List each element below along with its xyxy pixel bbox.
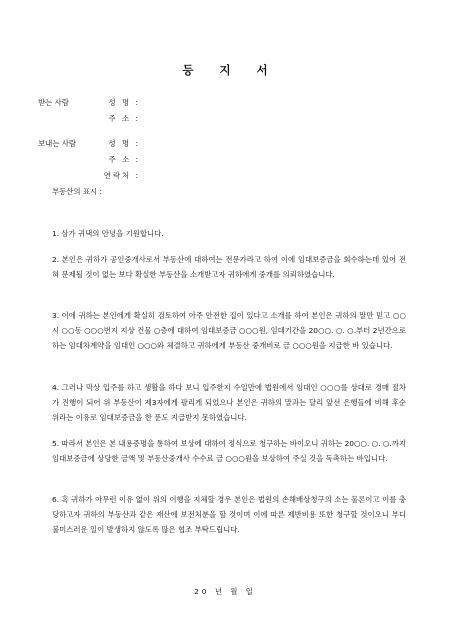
property-label: 부동산의 표시 : xyxy=(52,187,103,196)
document-title: 등 지 서 xyxy=(182,63,279,77)
recipient-name-label: 성 명 : xyxy=(108,98,140,107)
sender-contact-label: 연락처 : xyxy=(103,171,140,180)
sender-name-label: 성 명 : xyxy=(108,139,140,148)
paragraph-4: 4. 그러나 막상 입주를 하고 생활을 하다 보니 입주한지 수일만에 법원에서 임대인 ○○○를 상대로 경매 절차가 진행이 되어 위 부동산이 제3자에게 팔리게 되었으나 본인은 귀하의 말과는 달리 앞선 은행들에 비해 후순위라는 이유로 임대보증금을 한 푼도 지급받지 못하였습니다. xyxy=(52,383,406,423)
sender-address-label: 주 소 : xyxy=(108,155,140,164)
date-line: 20 년 월 일 xyxy=(194,587,256,596)
paragraph-1: 1. 삼가 귀댁의 안녕을 기원합니다. xyxy=(52,229,164,238)
recipient-role-label: 받는 사람 xyxy=(38,98,69,107)
paragraph-6: 6. 혹 귀하가 아무런 이유 없이 위의 이행을 지체할 경우 본인은 법원의 손해배상청구의 소는 물론이고 이를 충당하고자 귀하의 부동산과 같은 재산에 보전처분을 할 것이며 이에 따른 제반비용 또한 청구할 것이오니 부디 불미스러운 일이 발생하지 않도록 많은 협조 부탁드립니다. xyxy=(52,495,406,535)
paragraph-2: 2. 본인은 귀하가 공인중개사로서 부동산에 대하여는 전문가라고 하여 이에 임대보증금을 회수하는데 있어 전혀 문제될 것이 없는 보다 확실한 부동산을 소개받고자 귀하에게 중개를 의뢰하였습니다. xyxy=(52,255,406,280)
paragraph-5: 5. 따라서 본인은 본 내용증명을 통하여 보상에 대하여 정식으로 청구하는 바이오니 귀하는 20○○. ○. ○.까지 임대보증금에 상당한 금액 및 부동산중개사 수수료 금 ○○○원을 보상하여 주실 것을 독촉하는 바입니다. xyxy=(52,439,406,464)
sender-role-label: 보내는 사람 xyxy=(38,139,77,148)
paragraph-3: 3. 이에 귀하는 본인에게 확실히 검토하여 아주 안전한 집이 있다고 소개를 하여 본인은 귀하의 말만 믿고 ○○시 ○○동 ○○○번지 지상 건물 ○층에 대하여 임대보증금 ○○○원, 임대기간을 20○○. ○. ○.부터 2년간으로 하는 임대차계약을 임대인 ○○○와 체결하고 귀하에게 부동산 중개비로 금 ○○○원을 지급한 바 있습니다. xyxy=(52,311,406,351)
recipient-address-label: 주 소 : xyxy=(108,114,140,123)
